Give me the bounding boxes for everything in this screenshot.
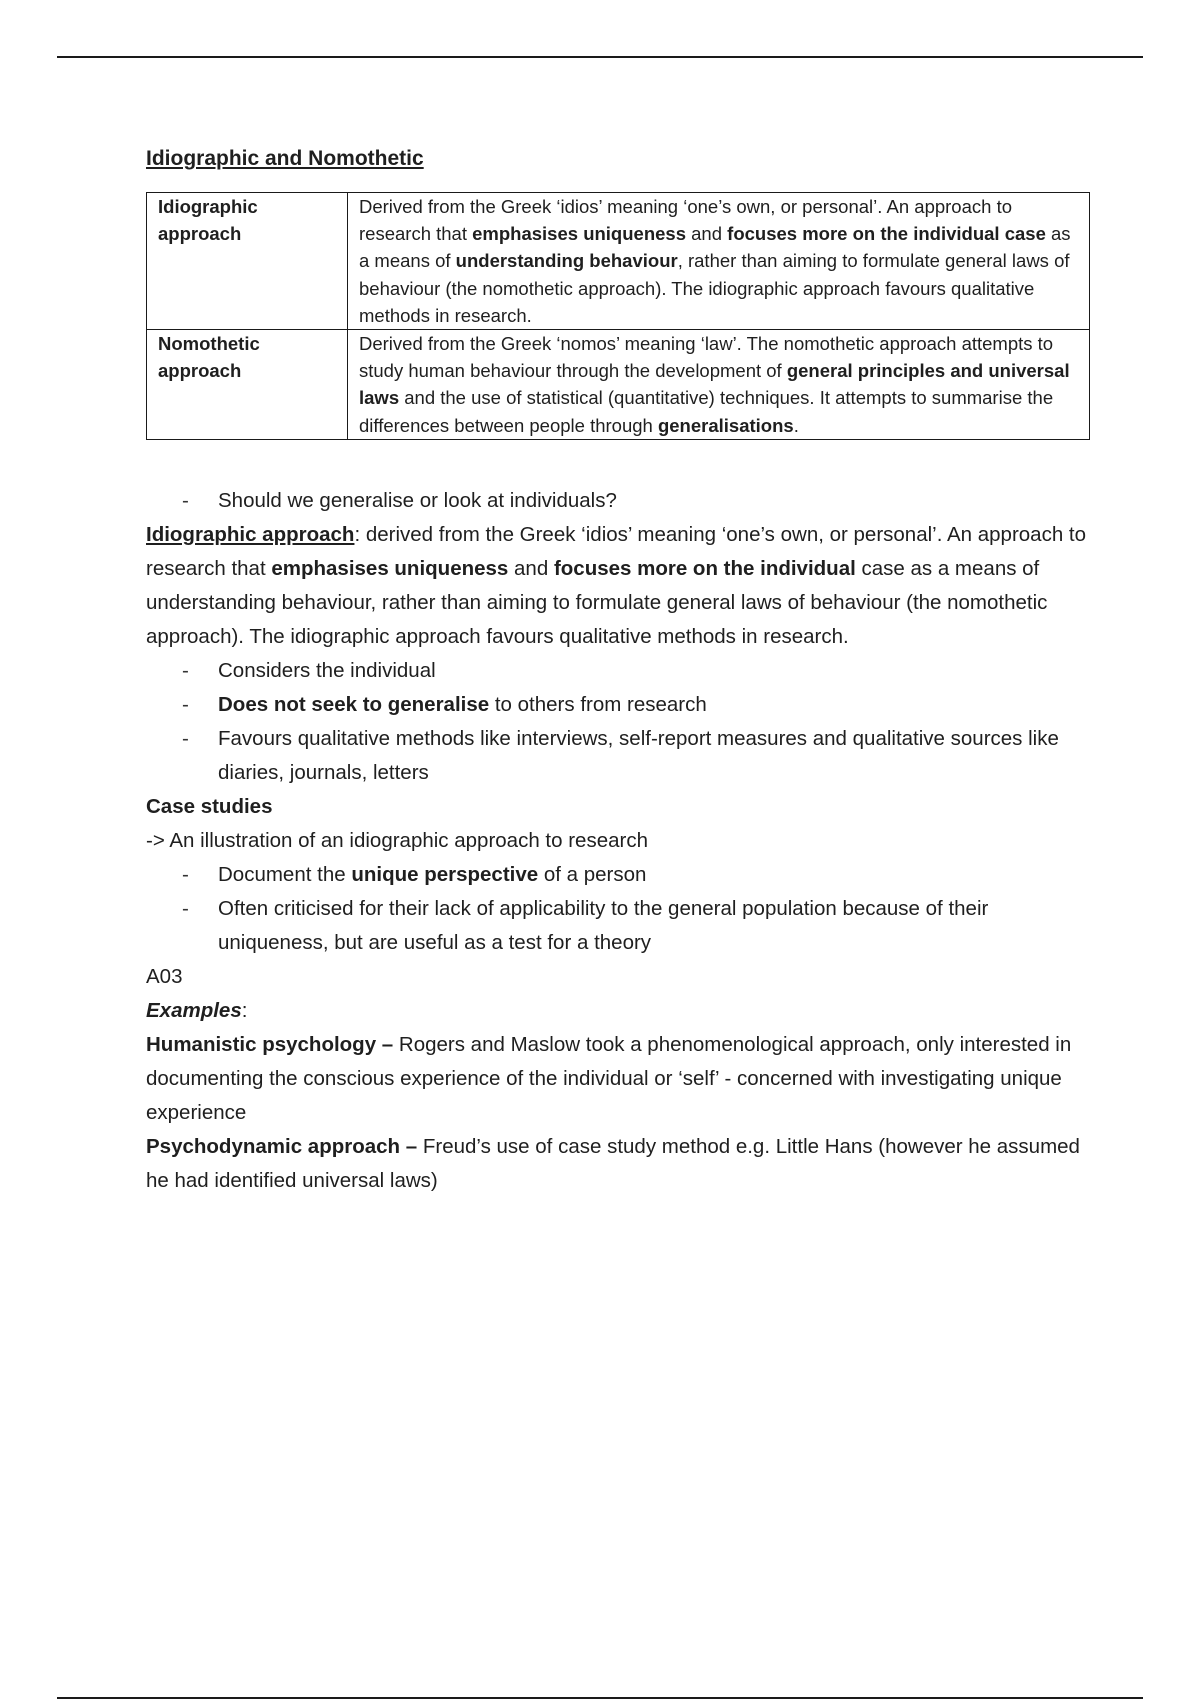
term-nomothetic: Nomothetic approach (147, 330, 348, 440)
footer-rule (57, 1697, 1143, 1699)
case-studies-heading: Case studies (146, 794, 273, 818)
idiographic-paragraph: Idiographic approach: derived from the Greek ‘idios’ meaning ‘one’s own, or personal’. An approach to research that emphasises uniqueness and focuses more on the individual case as a means of understanding behaviour, rather than aiming to formulate general laws of behaviour (the nomothetic approach). The idiographic approach favours qualitative methods in research. (146, 522, 1087, 648)
definition-idiographic: Derived from the Greek ‘idios’ meaning ‘one’s own, or personal’. An approach to research that emphasises uniqueness and focuses more on the individual case as a means of understanding behaviour, rather than aiming to formulate general laws of behaviour (the nomothetic approach). The idiographic approach favours qualitative methods in research. (348, 193, 1090, 330)
page-title: Idiographic and Nomothetic (146, 147, 424, 170)
list-item: - Does not seek to generalise to others from research (146, 688, 1096, 722)
header-rule (57, 56, 1143, 58)
examples-heading: Examples: (146, 998, 248, 1022)
term-idiographic: Idiographic approach (147, 193, 348, 330)
a03-label: A03 (146, 964, 183, 988)
case-studies-bullets (146, 858, 1096, 960)
humanistic-paragraph: Humanistic psychology – Rogers and Maslow took a phenomenological approach, only interested in documenting the conscious experience of the individual or ‘self’ - concerned with investigating unique experience (146, 1032, 1072, 1124)
document-body (146, 144, 1096, 1198)
list-item: - Document the unique perspective of a person (146, 858, 1096, 892)
list-item: - Often criticised for their lack of applicability to the general population because of their uniqueness, but are useful as a test for a theory (146, 892, 1096, 960)
table-row (147, 193, 1090, 330)
psychodynamic-paragraph: Psychodynamic approach – Freud’s use of case study method e.g. Little Hans (however he assumed he had identified universal laws) (146, 1134, 1080, 1192)
list-item: - Favours qualitative methods like interviews, self-report measures and qualitative sources like diaries, journals, letters (146, 722, 1096, 790)
list-item: - Should we generalise or look at individuals? (146, 484, 1096, 518)
definition-nomothetic: Derived from the Greek ‘nomos’ meaning ‘law’. The nomothetic approach attempts to study human behaviour through the development of general principles and universal laws and the use of statistical (quantitative) techniques. It attempts to summarise the differences between people through generalisations. (348, 330, 1090, 440)
table-row (147, 330, 1090, 440)
case-studies-subline: -> An illustration of an idiographic approach to research (146, 828, 648, 852)
list-item: - Considers the individual (146, 654, 1096, 688)
question-list (146, 484, 1096, 518)
definitions-table (146, 192, 1090, 440)
idiographic-bullets (146, 654, 1096, 790)
